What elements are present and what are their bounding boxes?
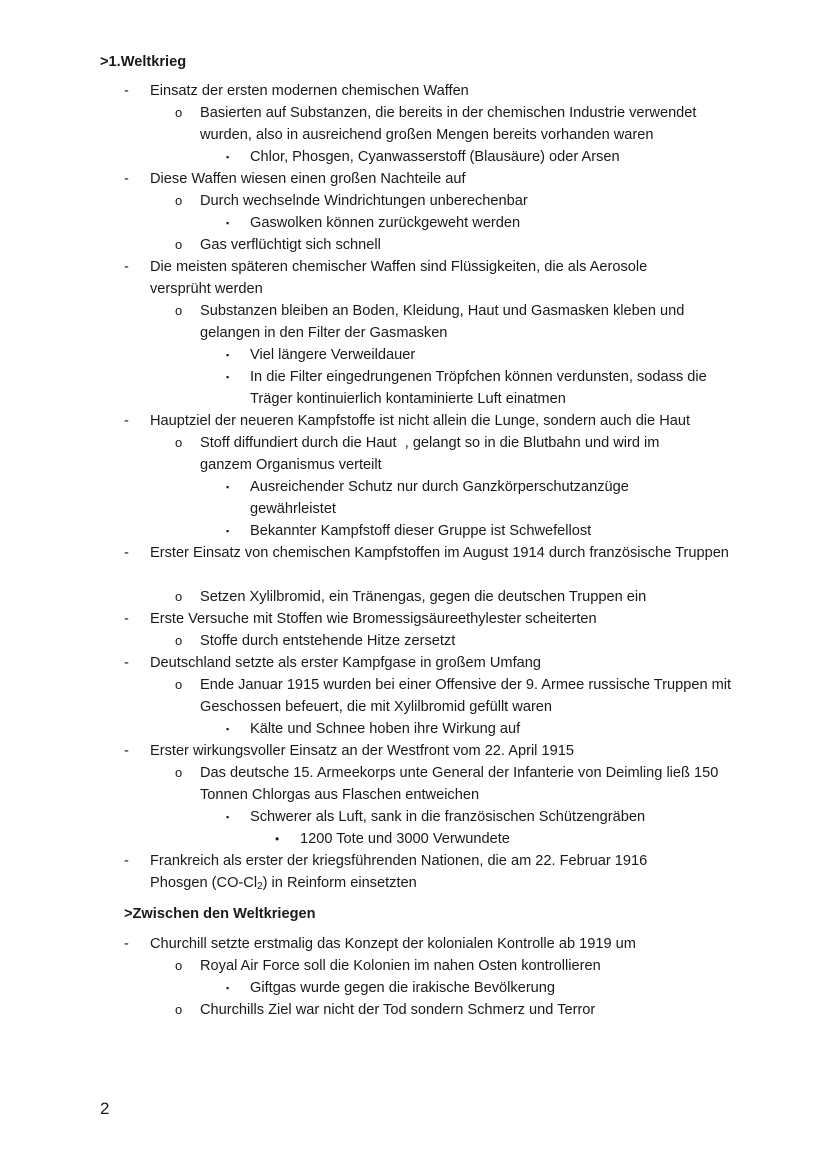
list-item [175, 999, 740, 1021]
list-item-text: Gaswolken können zurückgeweht werden [250, 215, 521, 231]
list-item-text: Erste Versuche mit Stoffen wie Bromessigsäureethylester scheiterten [150, 611, 597, 627]
list-item-text: Royal Air Force soll die Kolonien im nahen Osten kontrollieren [200, 958, 601, 974]
dash-bullet: - [124, 611, 129, 627]
section-heading-zwischen: >Zwischen den Weltkriegen [124, 906, 316, 922]
list-item [124, 410, 770, 432]
list-item [124, 740, 750, 762]
circle-bullet: o [175, 765, 183, 780]
list-item-text: Substanzen bleiben an Boden, Kleidung, Haut und Gasmasken kleben und gelangen in den Filter der Gasmasken [200, 303, 685, 341]
list-item-text: Einsatz der ersten modernen chemischen Waffen [150, 83, 469, 99]
list-item-text: Diese Waffen wiesen einen großen Nachteile auf [150, 171, 466, 187]
list-item [175, 234, 740, 256]
list-item [124, 850, 750, 898]
square-bullet: ▪ [226, 724, 230, 734]
list-item-text: Viel längere Verweildauer [250, 347, 416, 363]
list-item-text: Kälte und Schnee hoben ihre Wirkung auf [250, 721, 521, 737]
list-item [226, 977, 750, 999]
list-item [175, 586, 760, 608]
list-item-text: Chlor, Phosgen, Cyanwasserstoff (Blausäure) oder Arsen [250, 149, 620, 165]
list-item [124, 80, 750, 102]
list-item [226, 212, 750, 234]
list-item [124, 608, 750, 630]
list-item [175, 674, 745, 718]
circle-bullet: o [175, 1002, 183, 1017]
list-item [175, 432, 710, 476]
list-item [275, 828, 700, 850]
circle-bullet: o [175, 677, 183, 692]
list-item [175, 630, 740, 652]
section-heading-weltkrieg: >1.Weltkrieg [100, 54, 187, 70]
circle-bullet: o [175, 237, 183, 252]
list-item [175, 300, 720, 344]
dash-bullet: - [124, 743, 129, 759]
list-item-text: Die meisten späteren chemischer Waffen sind Flüssigkeiten, die als Aerosole versprüht werden [150, 259, 648, 297]
circle-bullet: o [175, 633, 183, 648]
list-item-text: Erster Einsatz von chemischen Kampfstoffen im August 1914 durch französische Truppen [150, 545, 729, 561]
square-bullet: ▪ [226, 218, 230, 228]
dash-bullet: - [124, 545, 129, 561]
list-item-text: Stoff diffundiert durch die Haut , gelangt so in die Blutbahn und wird im ganzem Organismus verteilt [200, 435, 664, 473]
list-item-text: Erster wirkungsvoller Einsatz an der Westfront vom 22. April 1915 [150, 743, 574, 759]
circle-bullet: o [175, 193, 183, 208]
list-item-text: Churchill setzte erstmalig das Konzept der kolonialen Kontrolle ab 1919 um [150, 936, 636, 952]
square-bullet: ▪ [226, 482, 230, 492]
dash-bullet: - [124, 655, 129, 671]
list-item [175, 762, 740, 806]
list-item-text: Phosgen (CO-Cl [150, 875, 258, 891]
list-item-text: Hauptziel der neueren Kampfstoffe ist nicht allein die Lunge, sondern auch die Haut [150, 413, 691, 429]
dash-bullet: - [124, 171, 129, 187]
circle-bullet: o [175, 435, 183, 450]
square-bullet: ▪ [226, 152, 230, 162]
list-item [124, 256, 690, 300]
list-item [226, 476, 670, 520]
square-bullet: ▪ [226, 983, 230, 993]
list-item [124, 933, 750, 955]
dash-bullet: - [124, 259, 129, 275]
dash-bullet: - [124, 936, 129, 952]
dash-bullet: - [124, 853, 129, 869]
list-item-text: Gas verflüchtigt sich schnell [200, 237, 381, 253]
circle-bullet: o [175, 105, 183, 120]
list-item [175, 955, 740, 977]
list-item-text: Churchills Ziel war nicht der Tod sondern Schmerz und Terror [200, 1002, 596, 1018]
list-item [226, 146, 750, 168]
list-item-text: Schwerer als Luft, sank in die französischen Schützengräben [250, 809, 646, 825]
list-item-text: Ausreichender Schutz nur durch Ganzkörperschutzanzüge gewährleistet [250, 479, 629, 517]
list-item-text: Bekannter Kampfstoff dieser Gruppe ist Schwefellost [250, 523, 592, 539]
dot-bullet: • [275, 832, 280, 846]
list-item [226, 520, 750, 542]
list-item-text: 1200 Tote und 3000 Verwundete [300, 831, 510, 847]
circle-bullet: o [175, 303, 183, 318]
list-item-text: Stoffe durch entstehende Hitze zersetzt [200, 633, 456, 649]
list-item-text: In die Filter eingedrungenen Tröpfchen können verdunsten, sodass die Träger kontinuierlich kontaminierte Luft einatmen [250, 369, 707, 407]
list-item [226, 344, 750, 366]
square-bullet: ▪ [226, 350, 230, 360]
list-item [124, 168, 750, 190]
list-item-text: Basierten auf Substanzen, die bereits in der chemischen Industrie verwendet wurden, also in ausreichend großen Mengen bereits vorhanden waren [200, 105, 697, 143]
list-item-text: Setzen Xylilbromid, ein Tränengas, gegen die deutschen Truppen ein [200, 589, 647, 605]
list-item [226, 806, 750, 828]
list-item-text: Deutschland setzte als erster Kampfgase in großem Umfang [150, 655, 541, 671]
square-bullet: ▪ [226, 372, 230, 382]
list-item [175, 190, 740, 212]
square-bullet: ▪ [226, 812, 230, 822]
list-item [226, 718, 750, 740]
list-item [226, 366, 720, 410]
list-item-text: Giftgas wurde gegen die irakische Bevölkerung [250, 980, 556, 996]
subscript: 2 [257, 881, 263, 892]
circle-bullet: o [175, 958, 183, 973]
dash-bullet: - [124, 413, 129, 429]
circle-bullet: o [175, 589, 183, 604]
square-bullet: ▪ [226, 526, 230, 536]
list-item-text: Durch wechselnde Windrichtungen unberechenbar [200, 193, 528, 209]
list-item-text: Ende Januar 1915 wurden bei einer Offensive der 9. Armee russische Truppen mit Geschossen befeuert, die mit Xylilbromid gefüllt waren [200, 677, 732, 715]
list-item-text: Das deutsche 15. Armeekorps unte General der Infanterie von Deimling ließ 150 Tonnen Chlorgas aus Flaschen entweichen [200, 765, 719, 803]
list-item-text: Frankreich als erster der kriegsführenden Nationen, die am 22. Februar 1916 [150, 853, 648, 869]
list-item [124, 652, 750, 674]
page-number: 2 [100, 1099, 110, 1118]
dash-bullet: - [124, 83, 129, 99]
list-item [124, 542, 730, 564]
list-item [175, 102, 740, 146]
list-item-text: ) in Reinform einsetzten [262, 875, 417, 891]
